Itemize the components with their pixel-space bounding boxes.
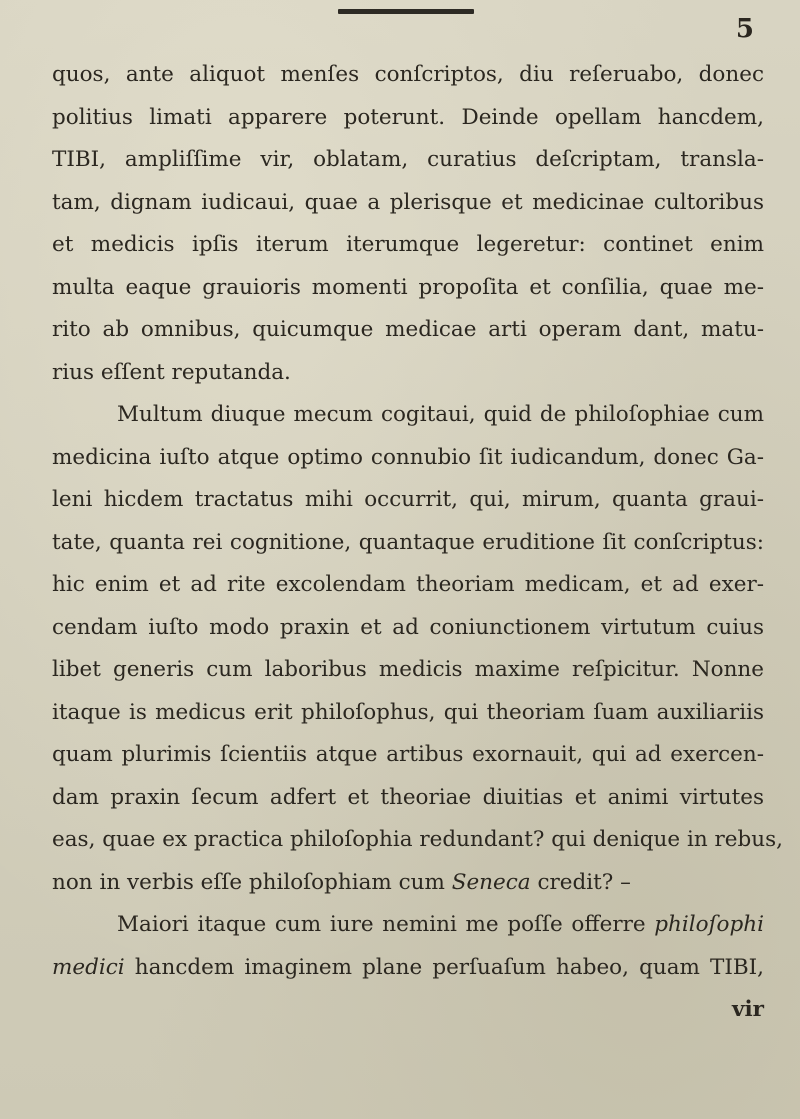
text-line: libet generis cum laboribus medicis maxime reſpicitur. Nonne	[52, 657, 764, 682]
text-line	[52, 947, 764, 990]
text-line: quos, ante aliquot menſes conſcriptos, diu reſeruabo, donec	[52, 62, 764, 87]
text-segment: hancdem imaginem plane perſuaſum habeo, quam TIBI,	[124, 954, 764, 980]
italic-term: medici	[52, 954, 125, 980]
paragraph-start-line	[52, 904, 764, 947]
text-line: politius limati apparere poterunt. Deinde opellam hancdem,	[52, 104, 764, 130]
text-line: medicina iuſto atque optimo connubio ſit iudicandum, donec Ga-	[52, 444, 764, 470]
text-segment: Maiori itaque cum iure nemini me poſſe offerre	[117, 912, 655, 937]
text-line: leni hicdem tractatus mihi occurrit, qui, mirum, quanta graui-	[52, 487, 764, 512]
text-line: rius eſſent reputanda.	[52, 359, 291, 385]
text-line: et medicis ipſis iterum iterumque legeretur: continet enim	[52, 232, 764, 257]
body-text	[52, 54, 783, 1032]
header-rule	[338, 9, 474, 14]
text-line: tam, dignam iudicaui, quae a plerisque et medicinae cultoribus	[52, 189, 764, 215]
page-number: 5	[735, 14, 755, 44]
text-line: dam praxin ſecum adfert et theoriae diuitias et animi virtutes	[52, 784, 764, 810]
text-line: multa eaque grauioris momenti propoſita et conſilia, quae me-	[52, 274, 764, 300]
italic-name: Seneca	[451, 869, 531, 895]
text-line: hic enim et ad rite excolendam theoriam medicam, et ad exer-	[52, 572, 764, 597]
text-line: cendam iuſto modo praxin et ad coniunctionem virtutum cuius	[52, 614, 764, 640]
text-line	[52, 862, 764, 905]
text-line: quam plurimis ſcientiis atque artibus exornauit, qui ad exercen-	[52, 742, 764, 767]
text-line: itaque is medicus erit philoſophus, qui theoriam ſuam auxiliariis	[52, 699, 764, 725]
catchword: vir	[732, 997, 764, 1022]
paragraph-start-line: Multum diuque mecum cogitaui, quid de philoſophiae cum	[117, 402, 764, 427]
text-segment: credit? –	[530, 869, 631, 895]
text-line: eas, quae ex practica philoſophia redundant? qui denique in rebus,	[52, 827, 783, 852]
text-line: rito ab omnibus, quicumque medicae arti operam dant, matu-	[52, 317, 764, 342]
text-segment: non in verbis eſſe philoſophiam cum	[52, 869, 452, 895]
italic-term: philoſophi	[654, 912, 764, 937]
text-line: tate, quanta rei cognitione, quantaque eruditione ſit conſcriptus:	[52, 529, 764, 555]
text-line: TIBI, ampliſſime vir, oblatam, curatius deſcriptam, transla-	[52, 147, 764, 172]
